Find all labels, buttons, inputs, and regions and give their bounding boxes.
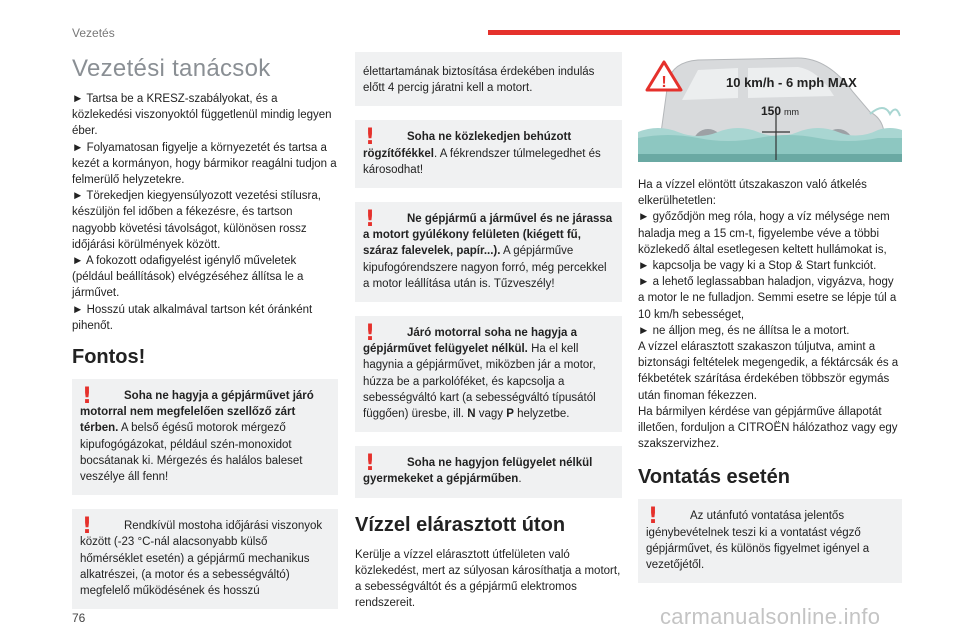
column-3: [638, 52, 902, 597]
warning-bold: Soha ne hagyja a gépjárművet járó motorral nem megfelelően szellőző zárt térben.: [80, 390, 314, 435]
driving-tips-body: ► Tartsa be a KRESZ-szabályokat, és a közlekedési viszonyoktól függetlenül mindig legyen éber. ► Folyamatosan figyelje a környezetét és tartsa a kezét a kormányon, hogy bármikor reagálni tudjon a felmerülő helyzetekre. ► Törekedjen kiegyensúlyozott vezetési stílusra, készüljön fel időben a fékezésre, és tartson nagyobb követési távolságot, különösen rossz időjárási körülmények között. ► A fokozott odafigyelést igénylő műveletek (például beállítások) elvégzéséhez állítsa le a járművet. ► Hosszú utak alkalmával tartson két óránként pihenőt.: [72, 93, 337, 332]
gear-n: N: [467, 408, 476, 421]
warning-icon: !: [82, 514, 93, 540]
watermark: carmanualsonline.info: [660, 604, 881, 629]
warning-text: . A fékrendszer túlmelegedhet és károsodhat!: [363, 147, 601, 176]
warning-text-end: .: [518, 473, 522, 486]
warning-icon: !: [365, 451, 376, 477]
warning-box-continuation: [355, 52, 622, 106]
important-heading: Fontos!: [72, 346, 146, 369]
warning-text: Rendkívül mostoha időjárási viszonyok között (-23 °C-nál alacsonyabb külső hőmérséklet esetén) a gépjármű mechanikus alkatrészei, (a motor és a sebességváltó) megfelelő működésének és hosszú: [80, 520, 323, 598]
warning-box-ventilation: [72, 379, 338, 495]
column-1: [72, 52, 338, 623]
warning-text: Az utánfutó vontatása jelentős igénybevételnek teszi ki a vontatást végző gépjárművet, és különös figyelmet igényel a vezetőjétől.: [646, 510, 870, 572]
warning-box-flammable-surface: [355, 202, 622, 302]
flood-intro-text: Kerülje a vízzel elárasztott útfelületen való közlekedést, mert az súlyosan károsíthatja a motort, a sebességváltót és a gépjármű elektromos rendszereit.: [355, 548, 621, 610]
warning-text-end: helyzetbe.: [513, 408, 570, 421]
depth-value: 150: [761, 104, 782, 118]
warning-bold: Soha ne közlekedjen behúzott rögzítőfékkel: [363, 131, 572, 160]
warning-box-unattended-engine: [355, 316, 622, 432]
svg-text:!: !: [661, 74, 667, 91]
warning-box-parking-brake: [355, 120, 622, 188]
warning-bold: Járó motorral soha ne hagyja a gépjárművet felügyelet nélkül.: [363, 327, 578, 356]
driving-tips-text: [72, 91, 338, 334]
warning-icon: !: [365, 125, 376, 151]
warning-icon: !: [365, 321, 376, 347]
warning-icon: !: [82, 384, 93, 410]
warning-box-towing: [638, 499, 902, 583]
warning-icon: !: [365, 207, 376, 233]
warning-bold: Soha ne hagyjon felügyelet nélkül gyermekeket a gépjárműben: [363, 457, 593, 486]
warning-icon: !: [648, 504, 659, 530]
speed-limit-label: 10 km/h - 6 mph MAX: [726, 75, 857, 90]
depth-unit: mm: [784, 107, 799, 117]
gear-p: P: [506, 408, 514, 421]
page-title: Vezetési tanácsok: [72, 55, 271, 82]
warning-text: Ha el kell hagynia a gépjárművet, miközben jár a motor, húzza be a parkolóféket, és kapcsolja a sebességváltó kart (a sebességváltó típusától függően) üresbe, ill.: [363, 343, 596, 421]
column-2: [355, 52, 622, 611]
page-number: 76: [72, 611, 86, 625]
flood-instructions-text: Ha a vízzel elöntött útszakaszon való átkelés elkerülhetetlen: ► győződjön meg róla, hogy a víz mélysége nem haladja meg a 15 cm-t, figyelembe véve a többi közlekedő által esetlegesen keltett hullámokat is, ► kapcsolja be vagy ki a Stop & Start funkciót. ► a lehető leglassabban haladjon, vigyázva, hogy a motor le ne fulladjon. Semmi esetre se lépje túl a 10 km/h sebességet, ► ne álljon meg, és ne állítsa le a motort. A vízzel elárasztott szakaszon túljutva, amint a biztonsági feltételek megengedik, a féktárcsák és a fékbetétek szárítása érdekében többször egymás után finoman fékezzen. Ha bármilyen kérdése van gépjárműve állapotát illetően, forduljon a CITROËN hálózathoz vagy egy szakszervizhez.: [638, 179, 899, 451]
warning-bold: Ne gépjármű a járművel és ne járassa a motort gyúlékony felületen (kiégett fű, száraz falevelek, papír...).: [363, 213, 613, 258]
flooded-road-illustration: [638, 52, 902, 162]
warning-text: A belső égésű motorok mérgező kipufogógázokat, például szén-monoxidot bocsátanak ki. Mérgezés és halálos baleset veszélye áll fenn!: [80, 422, 303, 484]
section-header: Vezetés: [72, 26, 115, 40]
header-accent-bar: [488, 30, 900, 35]
warning-continuation-text: élettartamának biztosítása érdekében indulás előtt 4 percig járatni kell a motort.: [363, 66, 595, 95]
warning-text: A gépjárműve kipufogórendszere nagyon forró, még percekkel a motor leállítása után is. Tűzveszély!: [363, 245, 607, 290]
warning-box-children: [355, 446, 622, 497]
flood-heading: Vízzel elárasztott úton: [355, 513, 566, 536]
warning-text-mid: vagy: [475, 408, 507, 421]
warning-box-cold-weather: [72, 509, 338, 609]
towing-heading: Vontatás esetén: [638, 466, 790, 489]
